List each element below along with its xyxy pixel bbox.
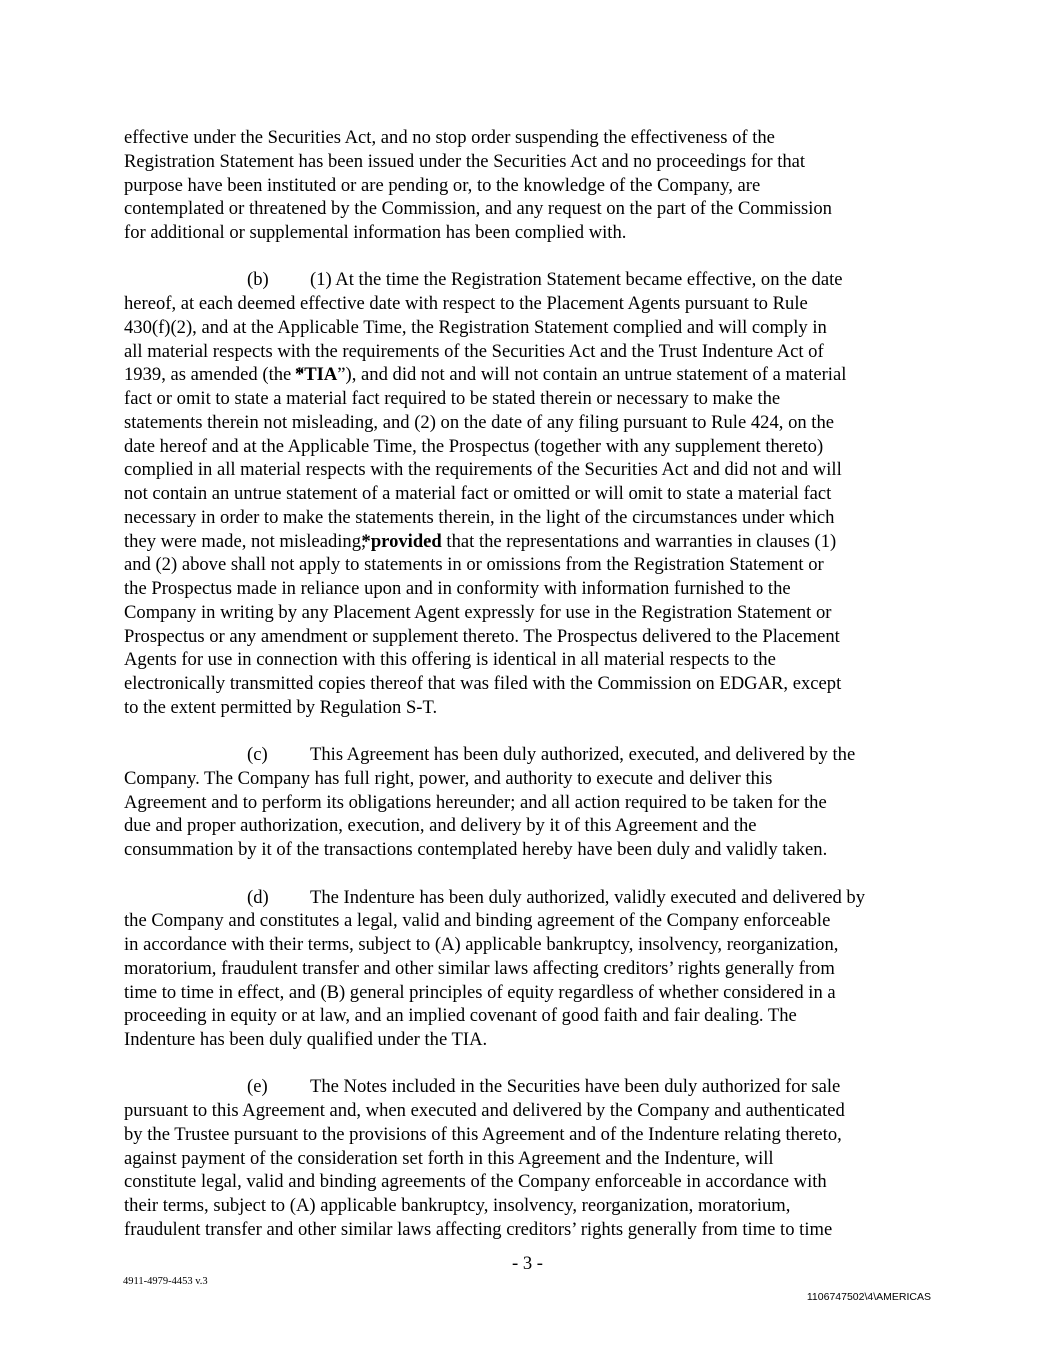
- text-line: [124, 814, 944, 838]
- text-segment: effective under the Securities Act, and no stop order suspending the effectiveness of the: [124, 127, 775, 148]
- text-segment: pursuant to this Agreement and, when executed and delivered by the Company and authenticated: [124, 1100, 845, 1122]
- text-segment: Company. The Company has full right, power, and authority to execute and deliver this: [124, 767, 773, 789]
- text-line: [124, 530, 944, 554]
- text-segment: (1) At the time the Registration Statement became effective, on the date: [310, 269, 843, 291]
- document-id: 4911-4979-4453 v.3: [123, 1276, 208, 1287]
- text-line: [124, 625, 944, 649]
- text-segment: Indenture has been duly qualified under the TIA.: [124, 1029, 488, 1051]
- text-line: [124, 1099, 944, 1123]
- text-segment: proceeding in equity or at law, and an implied covenant of good faith and fair dealing. The: [124, 1005, 797, 1027]
- clause-label: (d): [247, 886, 269, 908]
- text-segment: time to time in effect, and (B) general principles of equity regardless of whether considered in a: [124, 981, 836, 1003]
- text-segment: against payment of the consideration set forth in this Agreement and the Indenture, will: [124, 1147, 774, 1169]
- text-segment: all material respects with the requirements of the Securities Act and the Trust Indenture Act of: [124, 340, 824, 362]
- text-line: [124, 1194, 944, 1218]
- text-line: [124, 743, 944, 767]
- text-segment: ”), and did not and will not contain an untrue statement of a material: [337, 364, 847, 386]
- text-segment: date hereof and at the Applicable Time, the Prospectus (together with any supplement thereto): [124, 435, 824, 457]
- clause-label: (e): [247, 1076, 268, 1098]
- text-segment: The Indenture has been duly authorized, validly executed and delivered by: [310, 886, 866, 908]
- text-line: [124, 292, 944, 316]
- document-body: [124, 126, 944, 1265]
- paragraph-c: [124, 743, 944, 862]
- text-line: [124, 1028, 944, 1052]
- text-segment: consummation by it of the transactions contemplated hereby have been duly and validly taken.: [124, 839, 828, 861]
- text-line: [124, 316, 944, 340]
- text-line: [124, 1123, 944, 1147]
- text-segment: constitute legal, valid and binding agreements of the Company enforceable in accordance with: [124, 1171, 827, 1193]
- document-reference: 1106747502\4\AMERICAS: [806, 1291, 931, 1303]
- text-segment: 1939, as amended (the “: [124, 364, 305, 386]
- text-segment: to the extent permitted by Regulation S-T.: [124, 696, 438, 718]
- text-line: [124, 387, 944, 411]
- text-line: [124, 791, 944, 815]
- text-line: [124, 1004, 944, 1028]
- bold-term: *TIA: [294, 364, 338, 386]
- text-segment: The Notes included in the Securities have been duly authorized for sale: [310, 1076, 841, 1098]
- text-line: [124, 1147, 944, 1171]
- text-segment: by the Trustee pursuant to the provisions of this Agreement and of the Indenture relating thereto,: [124, 1123, 842, 1145]
- text-line: [124, 933, 944, 957]
- text-line: [124, 838, 944, 862]
- text-segment: hereof, at each deemed effective date with respect to the Placement Agents pursuant to Rule: [124, 293, 808, 315]
- text-line: [124, 411, 944, 435]
- text-segment: Registration Statement has been issued under the Securities Act and no proceedings for that: [124, 150, 806, 172]
- text-line: [124, 1170, 944, 1194]
- text-segment: 430(f)(2), and at the Applicable Time, the Registration Statement complied and will comply in: [124, 316, 827, 338]
- text-segment: and (2) above shall not apply to statements in or omissions from the Registration Statement or: [124, 554, 824, 576]
- text-segment: Company in writing by any Placement Agent expressly for use in the Registration Statement or: [124, 601, 832, 623]
- text-segment: Prospectus or any amendment or supplement thereto. The Prospectus delivered to the Placement: [124, 625, 840, 647]
- text-segment: purpose have been instituted or are pending or, to the knowledge of the Company, are: [124, 174, 761, 196]
- text-segment: contemplated or threatened by the Commission, and any request on the part of the Commission: [124, 198, 832, 220]
- text-line: [124, 150, 944, 174]
- text-segment: fraudulent transfer and other similar laws affecting creditors’ rights generally from time to time: [124, 1218, 833, 1240]
- text-line: [124, 506, 944, 530]
- text-line: [124, 221, 944, 245]
- text-segment: not contain an untrue statement of a material fact or omitted or will omit to state a material fact: [124, 483, 832, 505]
- text-line: [124, 174, 944, 198]
- text-segment: complied in all material respects with the requirements of the Securities Act and did not and will: [124, 459, 842, 481]
- text-line: [124, 482, 944, 506]
- text-segment: Agreement and to perform its obligations hereunder; and all action required to be taken for the: [124, 791, 827, 813]
- clause-label: (c): [247, 744, 268, 766]
- text-segment: electronically transmitted copies thereof that was filed with the Commission on EDGAR, except: [124, 673, 842, 695]
- text-line: [124, 363, 944, 387]
- text-line: [124, 197, 944, 221]
- text-segment: they were made, not misleading;: [124, 530, 371, 552]
- text-line: [124, 981, 944, 1005]
- paragraph-d: [124, 886, 944, 1052]
- text-line: [124, 553, 944, 577]
- text-segment: Agents for use in connection with this offering is identical in all material respects to the: [124, 649, 776, 671]
- text-segment: for additional or supplemental information has been complied with.: [124, 222, 627, 243]
- text-segment: the Prospectus made in reliance upon and in conformity with information furnished to the: [124, 578, 791, 600]
- text-segment: statements therein not misleading, and (2) on the date of any filing pursuant to Rule 424, on the: [124, 411, 835, 433]
- text-line: [124, 577, 944, 601]
- text-line: [124, 957, 944, 981]
- text-segment: that the representations and warranties in clauses (1): [441, 530, 837, 552]
- clause-label: (b): [247, 269, 269, 291]
- text-line: [124, 1075, 944, 1099]
- text-segment: necessary in order to make the statements therein, in the light of the circumstances under which: [124, 506, 835, 528]
- text-line: [124, 435, 944, 459]
- text-line: [124, 1218, 944, 1242]
- text-line: [124, 268, 944, 292]
- text-segment: due and proper authorization, execution, and delivery by it of this Agreement and the: [124, 815, 757, 837]
- text-line: [124, 340, 944, 364]
- paragraph-continued: [124, 126, 944, 245]
- text-segment: fact or omit to state a material fact required to be stated therein or necessary to make the: [124, 388, 781, 410]
- text-line: [124, 672, 944, 696]
- bold-term: *provided: [361, 530, 442, 552]
- text-line: [124, 648, 944, 672]
- text-line: [124, 909, 944, 933]
- text-line: [124, 601, 944, 625]
- text-segment: the Company and constitutes a legal, valid and binding agreement of the Company enforceable: [124, 910, 831, 932]
- text-segment: moratorium, fraudulent transfer and other similar laws affecting creditors’ rights generally from: [124, 957, 835, 979]
- text-line: [124, 126, 944, 150]
- text-line: [124, 886, 944, 910]
- text-line: [124, 696, 944, 720]
- text-segment: This Agreement has been duly authorized, executed, and delivered by the: [310, 744, 856, 766]
- page-number: - 3 -: [512, 1253, 543, 1274]
- text-line: [124, 458, 944, 482]
- paragraph-e: [124, 1075, 944, 1241]
- text-segment: in accordance with their terms, subject to (A) applicable bankruptcy, insolvency, reorganization,: [124, 934, 839, 956]
- text-segment: their terms, subject to (A) applicable bankruptcy, insolvency, reorganization, moratorium,: [124, 1195, 791, 1217]
- text-line: [124, 767, 944, 791]
- paragraph-b: [124, 268, 944, 719]
